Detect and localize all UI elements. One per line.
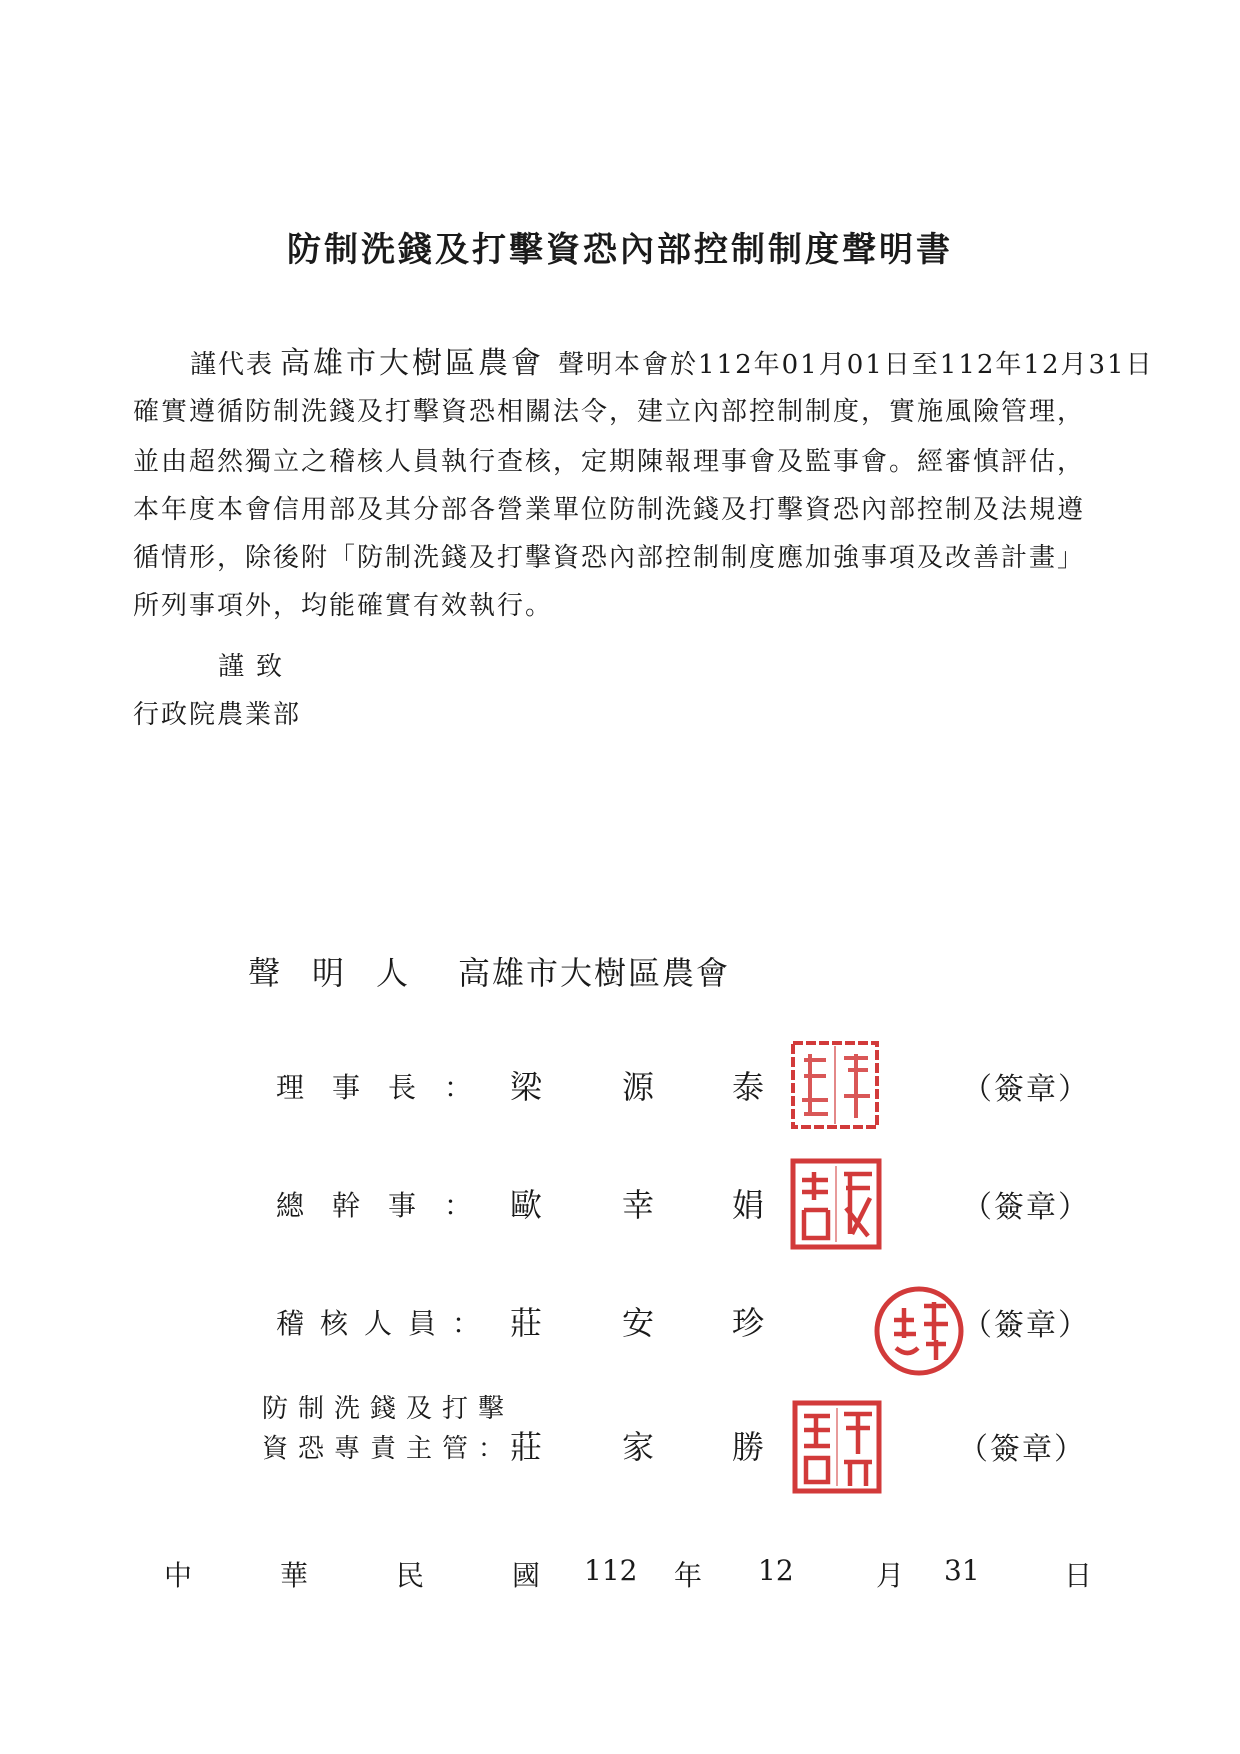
- role-auditor: 稽核人員：: [276, 1307, 497, 1340]
- date-year-unit: 年: [674, 1559, 703, 1592]
- signatory-name-char: 泰: [732, 1068, 765, 1106]
- date-era-char: 民: [396, 1559, 425, 1592]
- date-era-char: 中: [164, 1559, 193, 1592]
- role-aml-officer-line-2: 資恐專責主管：: [262, 1434, 515, 1464]
- addressee: 行政院農業部: [133, 700, 302, 730]
- date-era-char: 華: [280, 1559, 309, 1592]
- signatory-name-char: 娟: [732, 1186, 765, 1224]
- statement-line-3: 並由超然獨立之稽核人員執行查核，定期陳報理事會及監事會。經審慎評估，: [133, 447, 1086, 477]
- general-manager-seal: [790, 1158, 882, 1250]
- signatory-name-char: 梁: [510, 1068, 543, 1106]
- statement-prefix: 謹代表: [190, 350, 275, 380]
- sign-note: （簽章）: [962, 1072, 1090, 1107]
- sign-note: （簽章）: [962, 1308, 1090, 1343]
- date-month-unit: 月: [876, 1559, 905, 1592]
- aml-officer-seal: [792, 1400, 882, 1494]
- signatory-name-char: 源: [622, 1068, 655, 1106]
- signatory-name-char: 莊: [510, 1304, 543, 1342]
- closing-salutation: 謹致: [218, 652, 295, 682]
- role-general-manager: 總幹事：: [276, 1189, 501, 1222]
- signatory-name-char: 莊: [510, 1428, 543, 1466]
- document-title: 防制洗錢及打擊資恐內部控制制度聲明書: [287, 230, 953, 270]
- chairman-seal: [790, 1040, 880, 1130]
- statement-line-5: 循情形，除後附「防制洗錢及打擊資恐內部控制制度應加強事項及改善計畫」: [133, 543, 1086, 573]
- statement-line-6: 所列事項外，均能確實有效執行。: [133, 591, 554, 621]
- signatory-name-char: 安: [622, 1304, 655, 1342]
- signatory-name-char: 勝: [732, 1428, 765, 1466]
- sign-note: （簽章）: [962, 1190, 1090, 1225]
- auditor-seal: [872, 1284, 966, 1378]
- date-era-char: 國: [512, 1559, 541, 1592]
- signatory-name-char: 歐: [510, 1186, 543, 1224]
- statement-line-2: 確實遵循防制洗錢及打擊資恐相關法令，建立內部控制制度，實施風險管理，: [133, 397, 1086, 427]
- date-month: 12: [758, 1554, 794, 1587]
- declarant-label: 聲明人: [248, 954, 441, 992]
- declarant-name: 高雄市大樹區農會: [458, 954, 731, 992]
- date-year: 112: [584, 1554, 638, 1587]
- declarant: [248, 948, 730, 994]
- statement-line-1: [190, 348, 1154, 381]
- statement-line-4: 本年度本會信用部及其分部各營業單位防制洗錢及打擊資恐內部控制及法規遵: [133, 495, 1086, 525]
- signatory-name-char: 珍: [732, 1304, 765, 1342]
- role-chairman: 理事長：: [276, 1071, 501, 1104]
- role-aml-officer-line-1: 防制洗錢及打擊: [262, 1394, 515, 1424]
- signatory-name-char: 幸: [622, 1186, 655, 1224]
- sign-note: （簽章）: [958, 1432, 1086, 1467]
- date-day: 31: [944, 1554, 980, 1587]
- statement-period: 聲明本會於112年01月01日至112年12月31日: [558, 350, 1154, 380]
- date-day-unit: 日: [1064, 1559, 1093, 1592]
- statement-org-name: 高雄市大樹區農會: [280, 346, 545, 381]
- signatory-name-char: 家: [622, 1428, 655, 1466]
